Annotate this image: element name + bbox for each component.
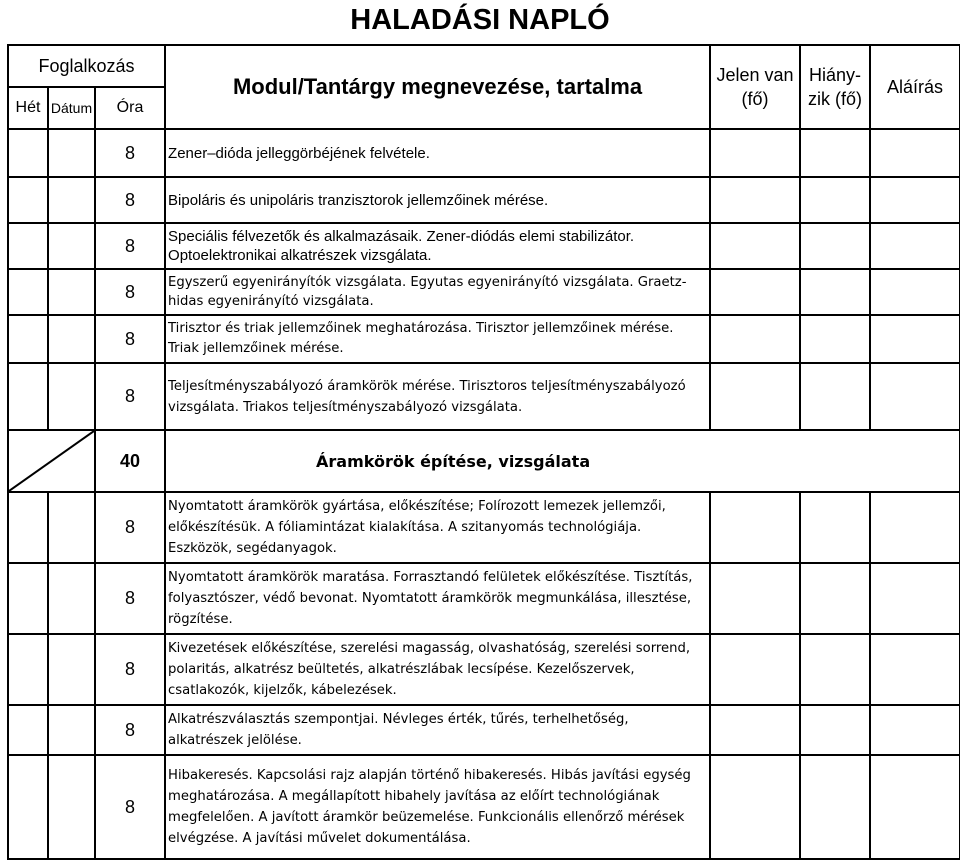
topic-cell: Bipoláris és unipoláris tranzisztorok jellemzőinek mérése. bbox=[165, 177, 710, 223]
hours-cell: 8 bbox=[95, 269, 165, 315]
hours-cell: 8 bbox=[95, 634, 165, 705]
hours-cell: 8 bbox=[95, 223, 165, 269]
het-cell bbox=[8, 269, 48, 315]
datum-cell bbox=[48, 492, 95, 563]
topic-cell: Speciális félvezetők és alkalmazásaik. Zener-diódás elemi stabilizátor. Optoelektronikai alkatrészek vizsgálata. bbox=[165, 223, 710, 269]
present-cell bbox=[710, 563, 800, 634]
present-cell bbox=[710, 129, 800, 177]
signature-cell bbox=[870, 223, 960, 269]
table-row bbox=[8, 363, 960, 430]
datum-cell bbox=[48, 223, 95, 269]
signature-cell bbox=[870, 315, 960, 363]
absent-cell bbox=[800, 223, 870, 269]
present-cell bbox=[710, 634, 800, 705]
header-hianyzik-line1: Hiány- bbox=[809, 65, 862, 85]
header-jelen-van-line1: Jelen van bbox=[716, 65, 794, 85]
absent-cell bbox=[800, 634, 870, 705]
datum-cell bbox=[48, 634, 95, 705]
present-cell bbox=[710, 492, 800, 563]
hours-cell: 8 bbox=[95, 705, 165, 755]
het-cell bbox=[8, 492, 48, 563]
topic-cell: Hibakeresés. Kapcsolási rajz alapján történő hibakeresés. Hibás javítási egység meghatározása. A megállapított hibahely javítása az előírt technológiának megfelelően. A javított áramkör beüzemelése. Funkcionális ellenőrző mérések elvégzése. A javítási művelet dokumentálása. bbox=[165, 755, 710, 859]
absent-cell bbox=[800, 315, 870, 363]
section-title: Áramkörök építése, vizsgálata bbox=[165, 430, 960, 492]
het-cell bbox=[8, 634, 48, 705]
present-cell bbox=[710, 705, 800, 755]
topic-cell: Nyomtatott áramkörök gyártása, előkészítése; Folírozott lemezek jellemzői, előkészítésük. A fóliamintázat kialakítása. A szitanyomás technológiája. Eszközök, segédanyagok. bbox=[165, 492, 710, 563]
datum-cell bbox=[48, 755, 95, 859]
het-cell bbox=[8, 223, 48, 269]
topic-cell: Alkatrészválasztás szempontjai. Névleges érték, tűrés, terhelhetőség, alkatrészek jelölése. bbox=[165, 705, 710, 755]
absent-cell bbox=[800, 269, 870, 315]
header-modul: Modul/Tantárgy megnevezése, tartalma bbox=[165, 45, 710, 129]
hours-cell: 8 bbox=[95, 315, 165, 363]
diagonal-line bbox=[9, 431, 94, 491]
signature-cell bbox=[870, 363, 960, 430]
present-cell bbox=[710, 755, 800, 859]
hours-cell: 8 bbox=[95, 492, 165, 563]
hours-cell: 8 bbox=[95, 563, 165, 634]
section-diagonal-cell bbox=[8, 430, 95, 492]
section-row bbox=[8, 430, 960, 492]
signature-cell bbox=[870, 634, 960, 705]
het-cell bbox=[8, 563, 48, 634]
het-cell bbox=[8, 705, 48, 755]
topic-cell: Tirisztor és triak jellemzőinek meghatározása. Tirisztor jellemzőinek mérése. Triak jellemzőinek mérése. bbox=[165, 315, 710, 363]
absent-cell bbox=[800, 755, 870, 859]
signature-cell bbox=[870, 269, 960, 315]
topic-cell: Egyszerű egyenirányítók vizsgálata. Egyutas egyenirányító vizsgálata. Graetz-hidas egyenirányító vizsgálata. bbox=[165, 269, 710, 315]
absent-cell bbox=[800, 705, 870, 755]
absent-cell bbox=[800, 129, 870, 177]
topic-cell: Kivezetések előkészítése, szerelési magasság, olvashatóság, szerelési sorrend, polaritás, alkatrész beültetés, alkatrészlábak lecsípése. Kezelőszervek, csatlakozók, kijelzők, kábelezések. bbox=[165, 634, 710, 705]
header-foglalkozas: Foglalkozás bbox=[8, 45, 165, 87]
table-row bbox=[8, 223, 960, 269]
datum-cell bbox=[48, 129, 95, 177]
datum-cell bbox=[48, 563, 95, 634]
signature-cell bbox=[870, 177, 960, 223]
topic-cell: Teljesítményszabályozó áramkörök mérése. Tirisztoros teljesítményszabályozó vizsgálata. Triakos teljesítményszabályozó vizsgálata. bbox=[165, 363, 710, 430]
table-row bbox=[8, 634, 960, 705]
hours-cell: 8 bbox=[95, 363, 165, 430]
hours-cell: 8 bbox=[95, 755, 165, 859]
datum-cell bbox=[48, 177, 95, 223]
header-hianyzik-line2: zik (fő) bbox=[808, 89, 863, 109]
hours-cell: 8 bbox=[95, 177, 165, 223]
table-row bbox=[8, 563, 960, 634]
signature-cell bbox=[870, 705, 960, 755]
signature-cell bbox=[870, 755, 960, 859]
page-title: HALADÁSI NAPLÓ bbox=[350, 4, 610, 36]
absent-cell bbox=[800, 363, 870, 430]
header-jelen-van-line2: (fő) bbox=[741, 89, 769, 109]
header-hianyzik bbox=[800, 45, 870, 129]
present-cell bbox=[710, 315, 800, 363]
table-row bbox=[8, 177, 960, 223]
present-cell bbox=[710, 177, 800, 223]
absent-cell bbox=[800, 177, 870, 223]
het-cell bbox=[8, 755, 48, 859]
signature-cell bbox=[870, 492, 960, 563]
section-hours: 40 bbox=[95, 430, 165, 492]
table-row bbox=[8, 492, 960, 563]
het-cell bbox=[8, 363, 48, 430]
absent-cell bbox=[800, 492, 870, 563]
header-ora: Óra bbox=[95, 87, 165, 129]
absent-cell bbox=[800, 563, 870, 634]
hours-cell: 8 bbox=[95, 129, 165, 177]
header-het: Hét bbox=[8, 87, 48, 129]
het-cell bbox=[8, 315, 48, 363]
present-cell bbox=[710, 269, 800, 315]
het-cell bbox=[8, 177, 48, 223]
table-row bbox=[8, 269, 960, 315]
present-cell bbox=[710, 223, 800, 269]
table-row bbox=[8, 129, 960, 177]
table-row bbox=[8, 705, 960, 755]
present-cell bbox=[710, 363, 800, 430]
datum-cell bbox=[48, 269, 95, 315]
table-row bbox=[8, 755, 960, 859]
datum-cell bbox=[48, 705, 95, 755]
het-cell bbox=[8, 129, 48, 177]
progress-log-table bbox=[7, 44, 960, 860]
topic-cell: Nyomtatott áramkörök maratása. Forrasztandó felületek előkészítése. Tisztítás, folyasztószer, védő bevonat. Nyomtatott áramkörök megmunkálása, illesztése, rögzítése. bbox=[165, 563, 710, 634]
header-alairas: Aláírás bbox=[870, 45, 960, 129]
header-datum: Dátum bbox=[48, 87, 95, 129]
signature-cell bbox=[870, 563, 960, 634]
datum-cell bbox=[48, 363, 95, 430]
topic-cell: Zener–dióda jelleggörbéjének felvétele. bbox=[165, 129, 710, 177]
datum-cell bbox=[48, 315, 95, 363]
header-jelen-van bbox=[710, 45, 800, 129]
table-row bbox=[8, 315, 960, 363]
signature-cell bbox=[870, 129, 960, 177]
